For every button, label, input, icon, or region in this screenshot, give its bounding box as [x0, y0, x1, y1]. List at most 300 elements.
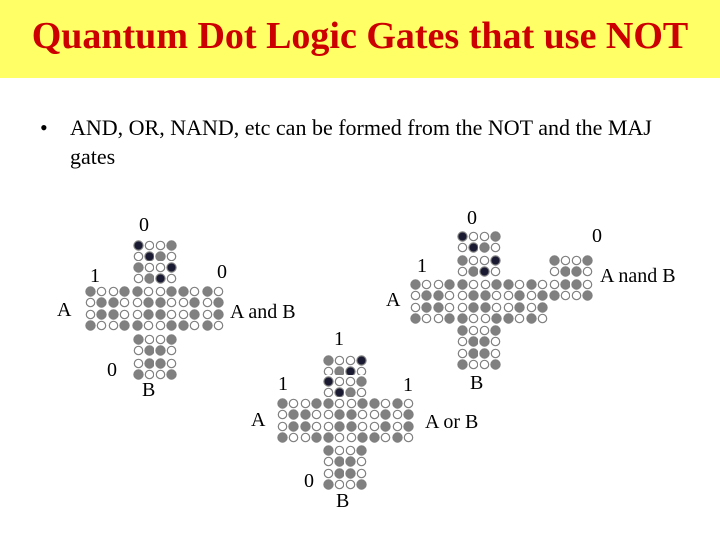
qca-cell [346, 421, 368, 443]
qca-electron [561, 267, 570, 276]
qca-empty-dot [491, 349, 499, 357]
and-gate-output-label: A and B [230, 301, 296, 323]
or-gate-input-label: 1 [278, 373, 288, 395]
qca-electron [324, 399, 333, 408]
or-gate-output-label: A or B [425, 411, 479, 433]
qca-cell [345, 355, 367, 377]
qca-empty-dot [458, 243, 466, 251]
qca-cell [300, 421, 322, 443]
qca-electron [538, 303, 547, 312]
or-gate-input-a-label: A [251, 409, 266, 431]
qca-electron [469, 243, 478, 252]
qca-empty-dot [134, 252, 142, 260]
nand-gate-input-a-label: A [386, 289, 401, 311]
qca-cell [345, 376, 367, 398]
qca-cell [392, 421, 414, 443]
qca-electron [335, 422, 344, 431]
qca-empty-dot [156, 370, 164, 378]
and-gate-bottom-label: 0 [107, 359, 117, 381]
qca-cell [526, 279, 548, 301]
qca-empty-dot [109, 321, 117, 329]
qca-cell [132, 309, 154, 331]
qca-electron [491, 232, 500, 241]
qca-electron [167, 263, 176, 272]
qca-electron [301, 410, 310, 419]
qca-cell [457, 279, 479, 301]
qca-empty-dot [324, 410, 332, 418]
qca-electron [203, 321, 212, 330]
qca-empty-dot [289, 433, 297, 441]
or-gate-input-b-label: B [336, 490, 350, 512]
qca-electron [561, 280, 570, 289]
qca-electron [357, 356, 366, 365]
qca-electron [346, 457, 355, 466]
qca-electron [393, 399, 402, 408]
qca-empty-dot [561, 256, 569, 264]
qca-empty-dot [357, 388, 365, 396]
qca-electron [324, 433, 333, 442]
qca-empty-dot [492, 291, 500, 299]
qca-empty-dot [346, 480, 354, 488]
qca-electron [381, 410, 390, 419]
qca-electron [538, 291, 547, 300]
qca-cell [433, 279, 455, 301]
qca-cell [277, 398, 299, 420]
qca-electron [481, 303, 490, 312]
qca-empty-dot [515, 280, 523, 288]
qca-electron [381, 422, 390, 431]
qca-empty-dot [422, 280, 430, 288]
qca-empty-dot [370, 422, 378, 430]
and-gate-input-a-label: A [57, 299, 72, 321]
qca-empty-dot [214, 287, 222, 295]
qca-electron [144, 310, 153, 319]
qca-empty-dot [190, 287, 198, 295]
qca-electron [550, 256, 559, 265]
qca-empty-dot [203, 298, 211, 306]
qca-empty-dot [86, 298, 94, 306]
qca-cell [345, 445, 367, 467]
qca-empty-dot [561, 291, 569, 299]
qca-electron [445, 280, 454, 289]
qca-cell [549, 255, 571, 277]
qca-empty-dot [491, 337, 499, 345]
qca-empty-dot [358, 422, 366, 430]
qca-electron [134, 263, 143, 272]
qca-electron [481, 291, 490, 300]
qca-empty-dot [346, 356, 354, 364]
and-gate-mid-label: 0 [217, 261, 227, 283]
qca-empty-dot [358, 410, 366, 418]
qca-electron [357, 377, 366, 386]
qca-empty-dot [469, 232, 477, 240]
qca-cell [178, 286, 200, 308]
qca-electron [458, 232, 467, 241]
qca-empty-dot [550, 267, 558, 275]
qca-electron [133, 287, 142, 296]
qca-empty-dot [393, 410, 401, 418]
qca-electron [167, 241, 176, 250]
qca-empty-dot [324, 388, 332, 396]
qca-electron [434, 291, 443, 300]
qca-cell [410, 279, 432, 301]
qca-electron [109, 298, 118, 307]
qca-electron [133, 321, 142, 330]
qca-empty-dot [393, 422, 401, 430]
slide-title: Quantum Dot Logic Gates that use NOT [31, 15, 689, 57]
qca-cell [433, 302, 455, 324]
qca-electron [167, 335, 176, 344]
qca-empty-dot [458, 267, 466, 275]
qca-empty-dot [527, 303, 535, 311]
qca-empty-dot [156, 241, 164, 249]
qca-empty-dot [411, 303, 419, 311]
nand-gate-top-label: 0 [467, 207, 477, 229]
qca-cell [133, 240, 155, 262]
or-gate-bottom-label: 0 [304, 470, 314, 492]
qca-electron [469, 267, 478, 276]
qca-electron [97, 298, 106, 307]
qca-cell [526, 302, 548, 324]
qca-empty-dot [335, 433, 343, 441]
qca-electron [190, 298, 199, 307]
qca-electron [491, 326, 500, 335]
qca-electron [404, 422, 413, 431]
qca-electron [491, 360, 500, 369]
qca-electron [324, 356, 333, 365]
qca-empty-dot [347, 433, 355, 441]
qca-empty-dot [133, 298, 141, 306]
qca-electron [458, 326, 467, 335]
qca-electron [550, 291, 559, 300]
qca-empty-dot [515, 314, 523, 322]
nand-gate-bottom-label: 1 [403, 374, 413, 396]
qca-empty-dot [469, 314, 477, 322]
qca-empty-dot [458, 337, 466, 345]
qca-empty-dot [312, 410, 320, 418]
qca-electron [156, 310, 165, 319]
qca-electron [156, 298, 165, 307]
qca-empty-dot [492, 303, 500, 311]
qca-empty-dot [445, 303, 453, 311]
qca-cell [457, 325, 479, 347]
qca-electron [346, 367, 355, 376]
qca-electron [145, 346, 154, 355]
qca-electron [156, 359, 165, 368]
qca-empty-dot [97, 287, 105, 295]
qca-cell [549, 279, 571, 301]
qca-cell [392, 398, 414, 420]
qca-cell [479, 231, 501, 253]
qca-cell [323, 445, 345, 467]
qca-empty-dot [434, 314, 442, 322]
qca-cell [503, 302, 525, 324]
qca-empty-dot [278, 410, 286, 418]
qca-cell [479, 255, 501, 277]
qca-electron [156, 346, 165, 355]
qca-electron [86, 287, 95, 296]
qca-empty-dot [335, 399, 343, 407]
qca-empty-dot [434, 280, 442, 288]
qca-electron [167, 287, 176, 296]
qca-cell [155, 309, 177, 331]
qca-empty-dot [527, 291, 535, 299]
qca-electron [301, 422, 310, 431]
qca-electron [145, 252, 154, 261]
qca-cell [369, 421, 391, 443]
nand-gate-output-top-label: 0 [592, 225, 602, 247]
qca-electron [179, 321, 188, 330]
qca-empty-dot [335, 480, 343, 488]
qca-cell [133, 334, 155, 356]
qca-empty-dot [491, 267, 499, 275]
qca-empty-dot [404, 433, 412, 441]
qca-electron [358, 433, 367, 442]
qca-electron [312, 433, 321, 442]
qca-electron [335, 457, 344, 466]
qca-cell [178, 309, 200, 331]
qca-electron [109, 310, 118, 319]
qca-electron [167, 321, 176, 330]
qca-empty-dot [145, 335, 153, 343]
qca-cell [480, 302, 502, 324]
qca-empty-dot [504, 291, 512, 299]
qca-empty-dot [381, 399, 389, 407]
qca-electron [214, 298, 223, 307]
qca-electron [492, 280, 501, 289]
qca-electron [358, 399, 367, 408]
qca-cell [133, 262, 155, 284]
qca-cell [457, 302, 479, 324]
qca-electron [491, 256, 500, 265]
and-gate-top-label: 0 [139, 214, 149, 236]
qca-empty-dot [491, 243, 499, 251]
qca-cell [155, 262, 177, 284]
qca-empty-dot [583, 280, 591, 288]
qca-electron [480, 267, 489, 276]
qca-empty-dot [458, 291, 466, 299]
qca-cell [323, 355, 345, 377]
qca-empty-dot [538, 280, 546, 288]
qca-empty-dot [324, 422, 332, 430]
qca-empty-dot [445, 291, 453, 299]
qca-cell [133, 358, 155, 380]
qca-electron [346, 388, 355, 397]
qca-electron [458, 360, 467, 369]
qca-empty-dot [357, 457, 365, 465]
qca-cell [457, 348, 479, 370]
qca-empty-dot [357, 469, 365, 477]
qca-cell [571, 255, 593, 277]
qca-electron [120, 321, 129, 330]
qca-empty-dot [381, 433, 389, 441]
qca-electron [411, 314, 420, 323]
qca-electron [480, 349, 489, 358]
qca-electron [480, 243, 489, 252]
qca-electron [335, 469, 344, 478]
qca-cell [323, 376, 345, 398]
qca-empty-dot [346, 446, 354, 454]
qca-cells [85, 231, 593, 490]
qca-empty-dot [278, 422, 286, 430]
qca-empty-dot [458, 349, 466, 357]
qca-electron [445, 314, 454, 323]
qca-empty-dot [203, 310, 211, 318]
bullet-marker: • [40, 115, 48, 140]
qca-electron [324, 446, 333, 455]
qca-electron [370, 399, 379, 408]
qca-electron [120, 287, 129, 296]
qca-empty-dot [144, 287, 152, 295]
qca-empty-dot [335, 356, 343, 364]
qca-electron [312, 399, 321, 408]
qca-empty-dot [289, 399, 297, 407]
qca-electron [469, 349, 478, 358]
qca-empty-dot [335, 446, 343, 454]
qca-empty-dot [481, 280, 489, 288]
qca-empty-dot [86, 310, 94, 318]
qca-cell [369, 398, 391, 420]
qca-empty-dot [335, 377, 343, 385]
qca-empty-dot [167, 359, 175, 367]
qca-electron [134, 335, 143, 344]
qca-electron [346, 469, 355, 478]
nand-gate-input-label: 1 [417, 255, 427, 277]
qca-electron [458, 280, 467, 289]
qca-empty-dot [357, 367, 365, 375]
qca-cell [202, 309, 224, 331]
qca-electron [458, 314, 467, 323]
qca-cell [108, 309, 130, 331]
qca-empty-dot [179, 310, 187, 318]
qca-cell [346, 398, 368, 420]
and-gate-input-b-label: B [142, 379, 156, 401]
qca-electron [156, 252, 165, 261]
qca-empty-dot [145, 263, 153, 271]
qca-electron [469, 303, 478, 312]
qca-empty-dot [214, 321, 222, 329]
or-gate-top-label: 1 [334, 328, 344, 350]
qca-empty-dot [301, 399, 309, 407]
qca-electron [504, 280, 513, 289]
qca-electron [347, 410, 356, 419]
qca-empty-dot [347, 399, 355, 407]
qca-electron [422, 291, 431, 300]
qca-empty-dot [109, 287, 117, 295]
qca-cell [323, 398, 345, 420]
qca-electron [357, 480, 366, 489]
qca-cell [85, 309, 107, 331]
qca-electron [492, 314, 501, 323]
qca-empty-dot [469, 280, 477, 288]
qca-electron [289, 410, 298, 419]
qca-empty-dot [120, 298, 128, 306]
qca-empty-dot [167, 298, 175, 306]
qca-cell [202, 286, 224, 308]
qca-electron [370, 433, 379, 442]
qca-empty-dot [422, 314, 430, 322]
qca-empty-dot [480, 360, 488, 368]
qca-empty-dot [480, 232, 488, 240]
qca-electron [203, 287, 212, 296]
qca-empty-dot [144, 321, 152, 329]
and-gate-input-label: 1 [90, 265, 100, 287]
qca-empty-dot [167, 310, 175, 318]
qca-electron [469, 291, 478, 300]
qca-electron [434, 303, 443, 312]
qca-cell [457, 231, 479, 253]
qca-empty-dot [583, 267, 591, 275]
qca-empty-dot [156, 321, 164, 329]
qca-electron [156, 274, 165, 283]
qca-electron [572, 267, 581, 276]
qca-cell [155, 286, 177, 308]
qca-electron [278, 433, 287, 442]
bullet-text: AND, OR, NAND, etc can be formed from the NOT and the MAJ gates [70, 115, 652, 169]
qca-empty-dot [167, 346, 175, 354]
qca-electron [422, 303, 431, 312]
qca-electron [335, 367, 344, 376]
qca-empty-dot [480, 326, 488, 334]
qca-empty-dot [480, 256, 488, 264]
qca-empty-dot [190, 321, 198, 329]
qca-empty-dot [550, 280, 558, 288]
qca-cell [457, 255, 479, 277]
qca-electron [86, 321, 95, 330]
qca-electron [527, 314, 536, 323]
qca-cell [410, 302, 432, 324]
qca-empty-dot [133, 310, 141, 318]
qca-electron [190, 310, 199, 319]
qca-empty-dot [312, 422, 320, 430]
qca-empty-dot [301, 433, 309, 441]
qca-cell [155, 358, 177, 380]
qca-empty-dot [469, 326, 477, 334]
qca-cell [277, 421, 299, 443]
qca-electron [134, 241, 143, 250]
qca-electron [572, 280, 581, 289]
qca-empty-dot [134, 359, 142, 367]
qca-electron [357, 446, 366, 455]
qca-empty-dot [504, 303, 512, 311]
qca-electron [469, 337, 478, 346]
qca-electron [134, 370, 143, 379]
qca-empty-dot [324, 457, 332, 465]
qca-electron [515, 303, 524, 312]
qca-empty-dot [134, 346, 142, 354]
qca-cell [155, 334, 177, 356]
qca-electron [179, 287, 188, 296]
qca-cell [323, 421, 345, 443]
qca-cell [571, 279, 593, 301]
qca-cell [479, 325, 501, 347]
qca-empty-dot [97, 321, 105, 329]
nand-gate-input-b-label: B [470, 372, 484, 394]
qca-cell [345, 468, 367, 490]
qca-empty-dot [324, 469, 332, 477]
qca-electron [480, 337, 489, 346]
qca-electron [324, 377, 333, 386]
qca-electron [278, 399, 287, 408]
qca-empty-dot [469, 360, 477, 368]
qca-electron [527, 280, 536, 289]
qca-empty-dot [156, 287, 164, 295]
qca-empty-dot [134, 274, 142, 282]
qca-empty-dot [145, 370, 153, 378]
qca-electron [167, 370, 176, 379]
qca-electron [404, 410, 413, 419]
qca-cell [479, 348, 501, 370]
